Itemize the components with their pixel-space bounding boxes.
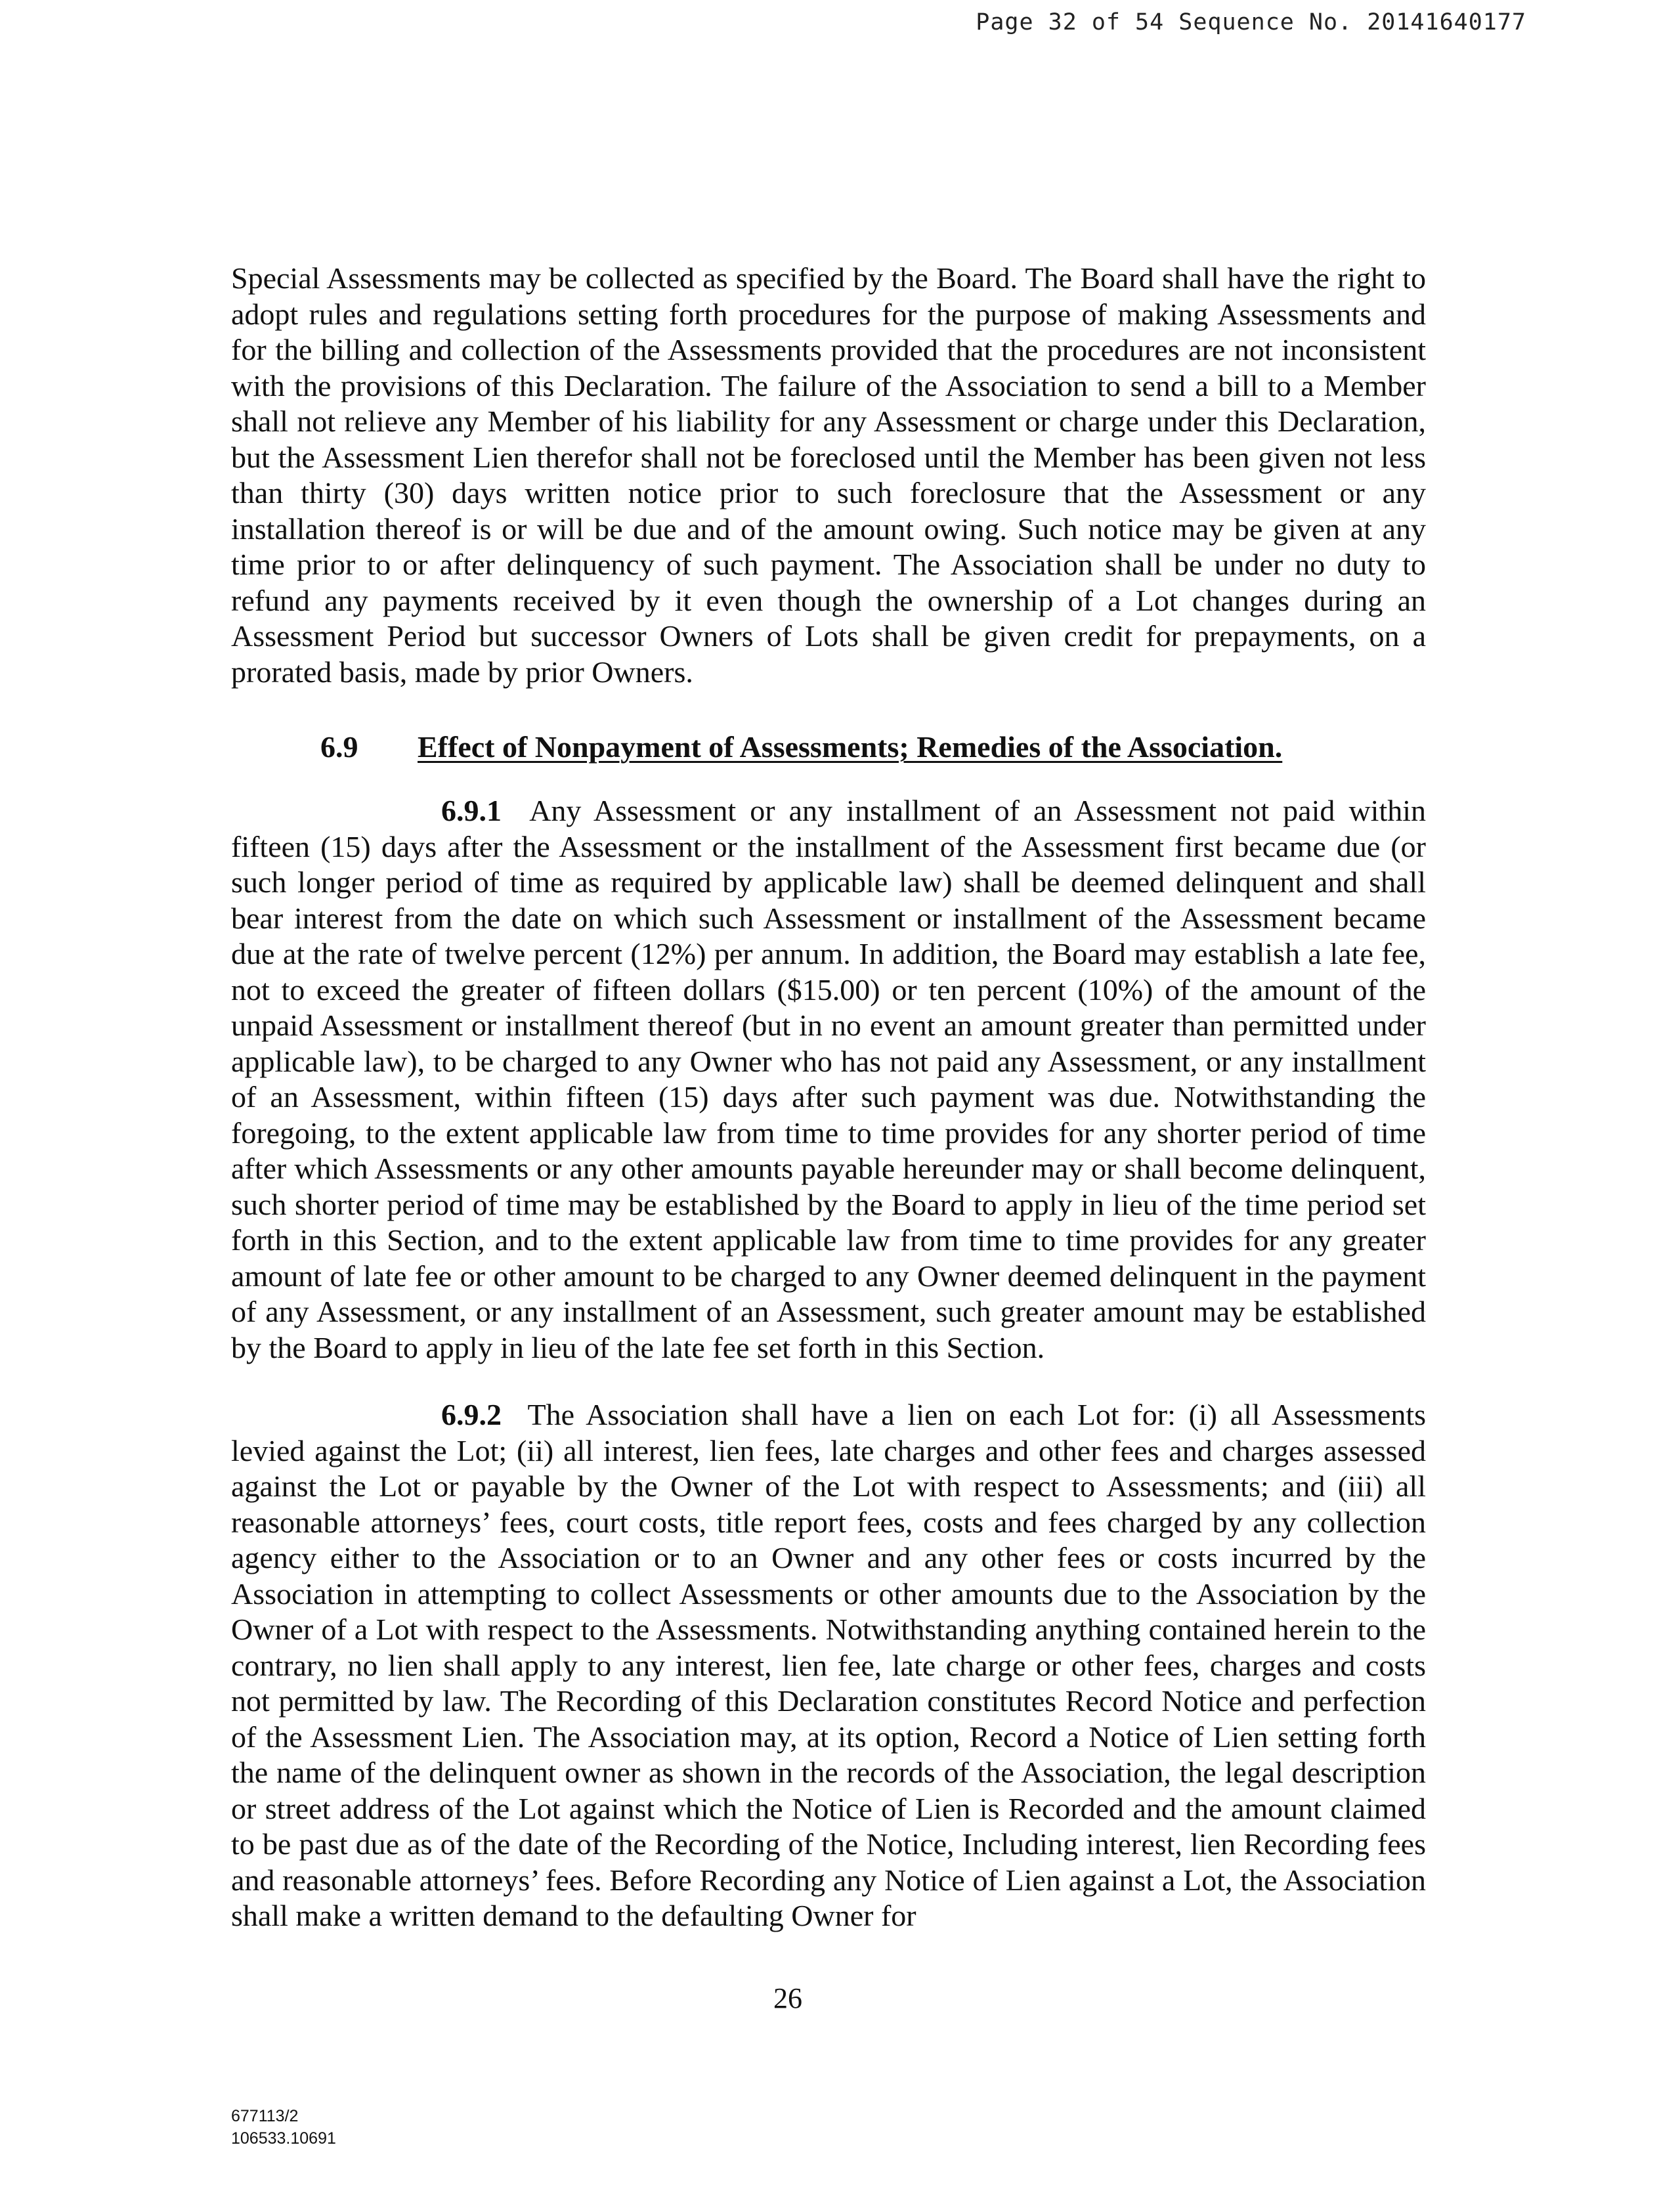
subsection-number: 6.9.2 bbox=[441, 1398, 502, 1431]
subsection-number: 6.9.1 bbox=[441, 794, 502, 827]
document-id bbox=[231, 2105, 336, 2150]
section-6-9-1 bbox=[231, 793, 1426, 1366]
subsection-text: Any Assessment or any installment of an Assessment not paid within fifteen (15) days after the Assessment or the installment of the Assessment first became due (or such longer period of time as required by applicable law) shall be deemed delinquent and shall bear interest from the date on which such Assessment or installment of the Assessment became due at the rate of twelve percent (12%) per annum. In addition, the Board may establish a late fee, not to exceed the greater of fifteen dollars ($15.00) or ten percent (10%) of the amount of the unpaid Assessment or installment thereof (but in no event an amount greater than permitted under applicable law), to be charged to any Owner who has not paid any Assessment, or any installment of an Assessment, within fifteen (15) days after such payment was due. Notwithstanding the foregoing, to the extent applicable law from time to time provides for any shorter period of time after which Assessments or any other amounts payable hereunder may or shall become delinquent, such shorter period of time may be established by the Board to apply in lieu of the time period set forth in this Section, and to the extent applicable law from time to time provides for any greater amount of late fee or other amount to be charged to any Owner deemed delinquent in the payment of any Assessment, or any installment of an Assessment, such greater amount may be established by the Board to apply in lieu of the late fee set forth in this Section. bbox=[231, 794, 1427, 1364]
section-6-9-2 bbox=[231, 1397, 1426, 1934]
document-id-line: 106533.10691 bbox=[231, 2129, 336, 2148]
paragraph-special-assessments: Special Assessments may be collected as specified by the Board. The Board shall have the right to adopt rules and regulations setting forth procedures for the purpose of making Assessments and for the billing and collection of the Assessments provided that the procedures are not inconsistent with the provisions of this Declaration. The failure of the Association to send a bill to a Member shall not relieve any Member of his liability for any Assessment or charge under this Declaration, but the Assessment Lien therefor shall not be foreclosed until the Member has been given not less than thirty (30) days written notice prior to such foreclosure that the Assessment or any installation thereof is or will be due and of the amount owing. Such notice may be given at any time prior to or after delinquency of such payment. The Association shall be under no duty to refund any payments received by it even though the ownership of a Lot changes during an Assessment Period but successor Owners of Lots shall be given credit for prepayments, on a prorated basis, made by prior Owners. bbox=[231, 261, 1426, 689]
page-sequence-header: Page 32 of 54 Sequence No. 20141640177 bbox=[976, 9, 1526, 35]
section-heading-6-9 bbox=[320, 729, 1282, 764]
subsection-text: The Association shall have a lien on each Lot for: (i) all Assessments levied against the Lot; (ii) all interest, lien fees, late charges and other fees and charges assessed against the Lot or payable by the Owner of the Lot with respect to Assessments; and (iii) all reasonable attorneys’ fees, court costs, title report fees, costs and fees charged by any collection agency either to the Association or to an Owner and any other fees or costs incurred by the Association in attempting to collect Assessments or other amounts due to the Association by the Owner of a Lot with respect to the Assessments. Notwithstanding anything contained herein to the contrary, no lien shall apply to any interest, lien fee, late charge or other fees, charges and costs not permitted by law. The Recording of this Declaration constitutes Record Notice and perfection of the Assessment Lien. The Association may, at its option, Record a Notice of Lien setting forth the name of the delinquent owner as shown in the records of the Association, the legal description or street address of the Lot against which the Notice of Lien is Recorded and the amount claimed to be past due as of the date of the Recording of the Notice, Including interest, lien Recording fees and reasonable attorneys’ fees. Before Recording any Notice of Lien against a Lot, the Association shall make a written demand to the defaulting Owner for bbox=[231, 1398, 1427, 1932]
document-id-line: 677113/2 bbox=[231, 2107, 299, 2125]
section-number: 6.9 bbox=[320, 730, 358, 764]
page-number: 26 bbox=[773, 1982, 802, 2014]
section-title: Effect of Nonpayment of Assessments; Remedies of the Association. bbox=[418, 730, 1283, 764]
